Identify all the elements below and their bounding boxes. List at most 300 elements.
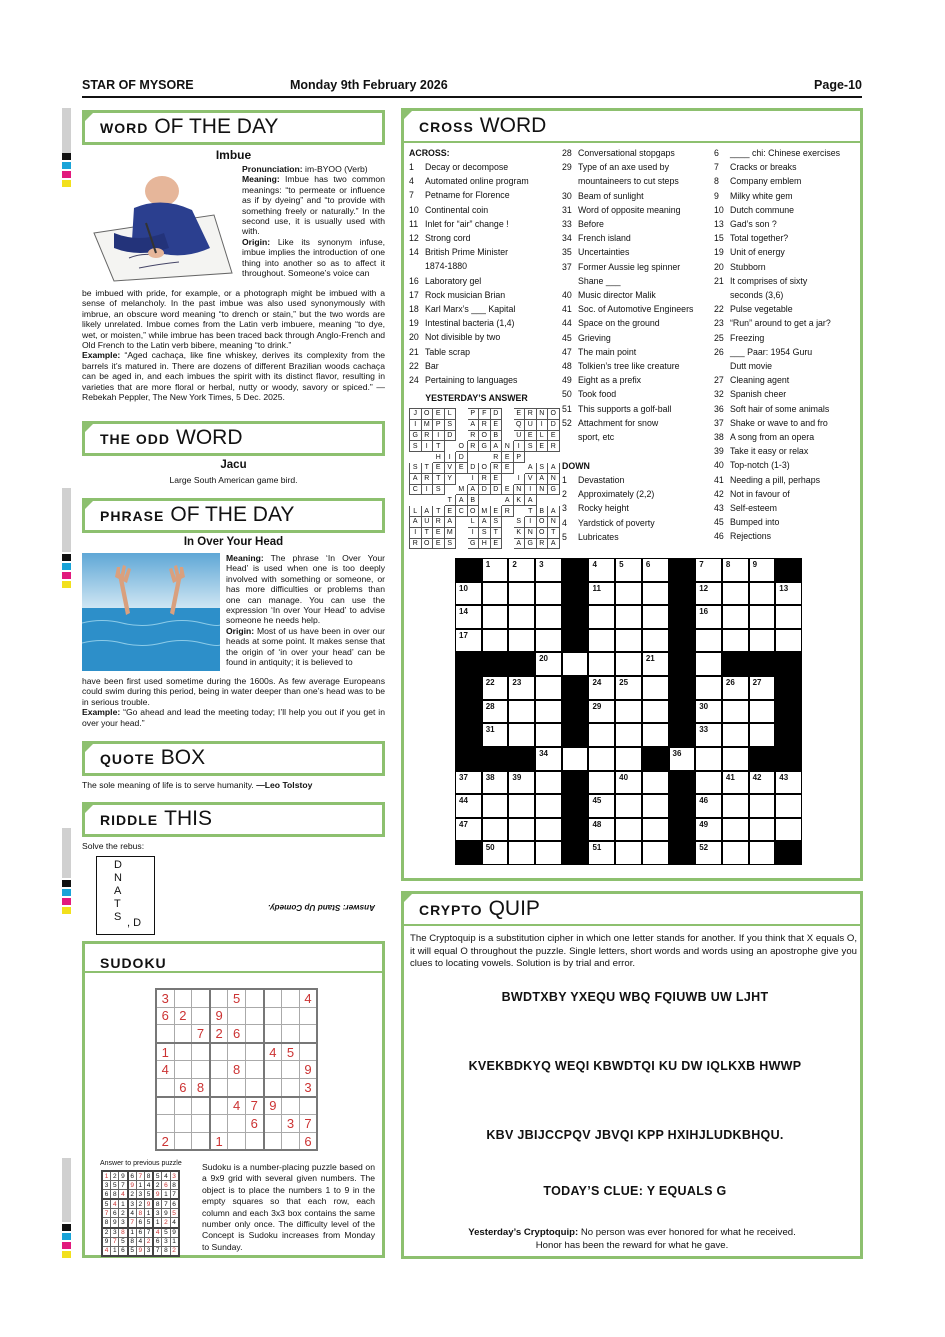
- clue-text: sport, etc: [578, 432, 615, 443]
- sudoku-cell: 3: [299, 1078, 317, 1096]
- crossword-cell[interactable]: [615, 794, 642, 818]
- clue-text: Cleaning agent: [730, 375, 790, 386]
- crossword-cell[interactable]: [642, 582, 669, 606]
- crossword-cell[interactable]: [749, 723, 776, 747]
- sudoku-cell[interactable]: [174, 1097, 192, 1115]
- answer-cell: A: [479, 516, 491, 527]
- crossword-cell[interactable]: [695, 558, 722, 582]
- crossword-cell[interactable]: [588, 747, 615, 771]
- crossword-block: [775, 723, 802, 747]
- crossword-cell[interactable]: [508, 700, 535, 724]
- answer-cell: B: [536, 506, 548, 517]
- crossword-cell[interactable]: [615, 676, 642, 700]
- crossword-cell[interactable]: [695, 629, 722, 653]
- clue-number: 50: [562, 389, 572, 400]
- sudoku-cell[interactable]: [174, 1043, 192, 1061]
- crossword-block: [669, 676, 696, 700]
- answer-cell: M: [421, 419, 433, 430]
- crossword-cell[interactable]: [535, 818, 562, 842]
- crossword-cell[interactable]: [535, 629, 562, 653]
- crossword-cell[interactable]: [535, 558, 562, 582]
- crossword-cell[interactable]: [482, 700, 509, 724]
- crossword-cell[interactable]: [508, 771, 535, 795]
- clue: [714, 146, 840, 160]
- sudoku-cell: 9: [162, 1209, 170, 1218]
- sudoku-cell[interactable]: [192, 1097, 210, 1115]
- clue-number: 20: [539, 654, 548, 664]
- crossword-cell[interactable]: [749, 700, 776, 724]
- answer-cell: N: [525, 527, 537, 538]
- crossword-cell[interactable]: [482, 818, 509, 842]
- section-title: PHRASE OF THE DAY: [100, 503, 295, 526]
- clue-number: 27: [752, 678, 762, 688]
- crossword-cell[interactable]: [588, 629, 615, 653]
- crossword-block: [669, 582, 696, 606]
- sudoku-cell[interactable]: [174, 989, 192, 1007]
- crossword-cell[interactable]: [642, 676, 669, 700]
- answer-cell: U: [513, 430, 525, 441]
- clue-number: 22: [714, 304, 724, 315]
- clue-number: 42: [714, 488, 724, 499]
- crossword-cell[interactable]: [455, 582, 482, 606]
- clue-number: 26: [714, 346, 724, 357]
- answer-cell: R: [433, 516, 445, 527]
- answer-cell: I: [410, 527, 422, 538]
- crossword-cell[interactable]: [615, 723, 642, 747]
- clue-text: Not divisible by two: [425, 332, 501, 343]
- sudoku-cell[interactable]: [156, 1115, 174, 1133]
- crossword-cell[interactable]: [615, 700, 642, 724]
- sudoku-cell[interactable]: [228, 1078, 246, 1096]
- crossword-cell[interactable]: [695, 818, 722, 842]
- crossword-cell[interactable]: [722, 558, 749, 582]
- crossword-cell[interactable]: [749, 558, 776, 582]
- crossword-cell[interactable]: [588, 700, 615, 724]
- crossword-cell[interactable]: [615, 629, 642, 653]
- section-title: CRYPTO QUIP: [419, 897, 540, 920]
- crossword-cell[interactable]: [615, 605, 642, 629]
- crossword-cell[interactable]: [722, 629, 749, 653]
- crossword-cell[interactable]: [695, 676, 722, 700]
- answer-cell: E: [433, 462, 445, 473]
- crossword-cell[interactable]: [749, 771, 776, 795]
- clue: [562, 416, 693, 430]
- answer-cell: A: [467, 419, 479, 430]
- sudoku-cell[interactable]: [228, 1132, 246, 1150]
- crossword-cell[interactable]: [695, 841, 722, 865]
- crossword-cell[interactable]: [535, 794, 562, 818]
- clue: [562, 359, 693, 373]
- sudoku-cell[interactable]: [174, 1025, 192, 1043]
- answer-cell: O: [479, 430, 491, 441]
- crossword-cell[interactable]: [535, 676, 562, 700]
- answer-cell: J: [410, 409, 422, 420]
- crossword-cell[interactable]: [642, 794, 669, 818]
- crossword-cell[interactable]: [695, 700, 722, 724]
- crossword-block: [562, 818, 589, 842]
- crossword-cell[interactable]: [508, 605, 535, 629]
- sudoku-cell[interactable]: [299, 1097, 317, 1115]
- clue-number: 27: [714, 375, 724, 386]
- sudoku-cell[interactable]: [228, 1115, 246, 1133]
- sudoku-cell: 7: [119, 1181, 128, 1190]
- sudoku-cell[interactable]: [264, 989, 282, 1007]
- clue-number: 29: [592, 701, 602, 711]
- word-of-day-text-bottom: be imbued with pride, for example, or a photograph might be imbued with a sense of melancholy. In the past imbue was also used synonymously with imbrue, an obscure word meaning “to drench or stain,” but the two words are likely unrelated. Imbue comes from the Latin verb imbuere, meaning “to dye, wet, or moisten,” while imbrue has been traced back through Anglo-French and Old French to the Latin verb bibere, meaning “to drink.” Example: “Aged cachaça, like fine whiskey, derives its complexity from the barrels it’s matured in. There are dozens of different Brazilian woods cachaça can be aged in, and each imbues the spirit with its distinct flavor, resulting in varieties that are more floral or herbal, nutty or woody, savory or spiced.” —Rebekah Peppler, The New York Times, 5 Dec. 2025.: [82, 288, 385, 403]
- answer-cell: G: [548, 484, 560, 495]
- crossword-cell[interactable]: [508, 818, 535, 842]
- sudoku-cell: 7: [245, 1097, 263, 1115]
- crossword-cell[interactable]: [642, 558, 669, 582]
- crossword-cell[interactable]: [508, 676, 535, 700]
- crossword-cell[interactable]: [669, 747, 696, 771]
- sudoku-cell: 8: [162, 1246, 170, 1256]
- crossword-cell[interactable]: [535, 771, 562, 795]
- answer-cell: I: [525, 516, 537, 527]
- crossword-cell[interactable]: [482, 605, 509, 629]
- clue: [409, 203, 529, 217]
- crossword-cell[interactable]: [722, 747, 749, 771]
- crossword-cell[interactable]: [615, 747, 642, 771]
- clue-text: Self-esteem: [730, 503, 777, 514]
- sudoku-cell: 9: [153, 1190, 162, 1200]
- sudoku-cell[interactable]: [282, 1007, 300, 1025]
- sudoku-cell: 4: [136, 1237, 144, 1246]
- clue: [562, 174, 693, 188]
- sudoku-cell[interactable]: [299, 1007, 317, 1025]
- crossword-cell[interactable]: [455, 818, 482, 842]
- answer-cell: R: [479, 473, 491, 484]
- clue-number: 24: [592, 678, 602, 688]
- crossword-cell[interactable]: [588, 794, 615, 818]
- clue-number: 20: [714, 261, 724, 272]
- crossword-cell[interactable]: [455, 605, 482, 629]
- clue: [409, 288, 529, 302]
- across-label: ACROSS:: [409, 148, 450, 158]
- rebus-letter: , D: [127, 917, 142, 929]
- sudoku-cell[interactable]: [174, 1132, 192, 1150]
- sudoku-cell[interactable]: [192, 989, 210, 1007]
- crossword-cell[interactable]: [642, 629, 669, 653]
- crossword-cell[interactable]: [615, 818, 642, 842]
- sudoku-cell[interactable]: [210, 989, 228, 1007]
- crossword-cell[interactable]: [562, 652, 589, 676]
- sudoku-cell[interactable]: [228, 1007, 246, 1025]
- crossword-cell[interactable]: [615, 558, 642, 582]
- clue-text: British Prime Minister: [425, 247, 509, 258]
- clue-text: Shake or wave to and fro: [730, 417, 828, 428]
- answer-cell: S: [479, 527, 491, 538]
- sudoku-cell[interactable]: [210, 1078, 228, 1096]
- crossword-cell[interactable]: [749, 605, 776, 629]
- clue: [409, 302, 529, 316]
- answer-cell: U: [525, 419, 537, 430]
- sudoku-cell[interactable]: [156, 1097, 174, 1115]
- crossword-cell[interactable]: [615, 582, 642, 606]
- crossword-cell[interactable]: [588, 818, 615, 842]
- crossword-cell[interactable]: [588, 841, 615, 865]
- crossword-cell[interactable]: [455, 629, 482, 653]
- divider: [404, 141, 860, 143]
- clue: [409, 345, 529, 359]
- clue-text: This supports a golf-ball: [578, 403, 672, 414]
- crossword-cell[interactable]: [695, 794, 722, 818]
- crossword-cell[interactable]: [775, 582, 802, 606]
- crossword-cell[interactable]: [722, 794, 749, 818]
- crossword-grid: [455, 558, 802, 865]
- crossword-cell[interactable]: [749, 629, 776, 653]
- crossword-cell[interactable]: [642, 605, 669, 629]
- clue-number: 3: [539, 560, 544, 569]
- crossword-cell[interactable]: [722, 582, 749, 606]
- sudoku-cell[interactable]: [282, 1097, 300, 1115]
- sudoku-cell[interactable]: [192, 1132, 210, 1150]
- crossword-cell[interactable]: [642, 652, 669, 676]
- sudoku-cell[interactable]: [228, 1043, 246, 1061]
- crossword-cell[interactable]: [695, 605, 722, 629]
- crossword-cell[interactable]: [695, 652, 722, 676]
- crossword-block: [562, 771, 589, 795]
- crossword-cell[interactable]: [482, 582, 509, 606]
- sudoku-cell[interactable]: [156, 1025, 174, 1043]
- sudoku-cell[interactable]: [174, 1061, 192, 1079]
- crossword-cell[interactable]: [775, 629, 802, 653]
- clue: [562, 160, 693, 174]
- answer-cell: E: [433, 538, 445, 549]
- sudoku-cell[interactable]: [282, 1132, 300, 1150]
- answer-cell: E: [456, 462, 468, 473]
- answer-cell: [444, 441, 456, 452]
- sudoku-cell[interactable]: [264, 1025, 282, 1043]
- page-number: Page-10: [814, 78, 862, 92]
- crossword-cell[interactable]: [588, 723, 615, 747]
- sudoku-cell[interactable]: [282, 1078, 300, 1096]
- answer-cell: A: [444, 516, 456, 527]
- clue-text: Uncertainties: [578, 247, 630, 258]
- sudoku-cell: 4: [102, 1246, 111, 1256]
- sudoku-cell[interactable]: [192, 1061, 210, 1079]
- sudoku-cell: 5: [128, 1246, 137, 1256]
- crossword-cell[interactable]: [508, 794, 535, 818]
- sudoku-cell[interactable]: [264, 1132, 282, 1150]
- clue: [409, 160, 529, 174]
- crossword-cell[interactable]: [508, 841, 535, 865]
- sudoku-cell[interactable]: [264, 1115, 282, 1133]
- crossword-cell[interactable]: [642, 841, 669, 865]
- answer-cell: C: [456, 506, 468, 517]
- crossword-cell[interactable]: [749, 582, 776, 606]
- sudoku-cell[interactable]: [299, 1025, 317, 1043]
- sudoku-cell[interactable]: [264, 1007, 282, 1025]
- crossword-cell[interactable]: [722, 818, 749, 842]
- answer-cell: [444, 484, 456, 495]
- crossword-cell[interactable]: [722, 723, 749, 747]
- crossword-cell[interactable]: [588, 652, 615, 676]
- crossword-cell[interactable]: [508, 582, 535, 606]
- crossword-cell[interactable]: [535, 841, 562, 865]
- crossword-cell[interactable]: [508, 723, 535, 747]
- sudoku-cell[interactable]: [192, 1115, 210, 1133]
- sudoku-cell: 3: [153, 1209, 162, 1218]
- sudoku-cell: 1: [102, 1171, 111, 1181]
- crossword-cell[interactable]: [482, 771, 509, 795]
- crossword-cell[interactable]: [749, 818, 776, 842]
- clue: [409, 217, 529, 231]
- sudoku-cell: 4: [228, 1097, 246, 1115]
- sudoku-cell: 1: [210, 1132, 228, 1150]
- clue-number: 1: [485, 560, 491, 569]
- crossword-cell[interactable]: [508, 558, 535, 582]
- crossword-cell[interactable]: [775, 605, 802, 629]
- crossword-cell[interactable]: [535, 700, 562, 724]
- sudoku-cell[interactable]: [210, 1061, 228, 1079]
- sudoku-cell[interactable]: [282, 989, 300, 1007]
- clue-number: 21: [409, 346, 419, 357]
- sudoku-cell[interactable]: [245, 1007, 263, 1025]
- rebus-letter: S: [114, 911, 122, 923]
- crossword-cell[interactable]: [642, 723, 669, 747]
- crossword-cell[interactable]: [588, 676, 615, 700]
- crossword-cell[interactable]: [482, 629, 509, 653]
- crossword-cell[interactable]: [695, 747, 722, 771]
- answer-cell: [456, 473, 468, 484]
- crossword-cell[interactable]: [615, 652, 642, 676]
- clue-text: Lubricates: [578, 531, 619, 542]
- sudoku-cell[interactable]: [210, 1115, 228, 1133]
- sudoku-cell[interactable]: [210, 1097, 228, 1115]
- sudoku-cell[interactable]: [192, 1007, 210, 1025]
- sudoku-cell: 1: [156, 1043, 174, 1061]
- answer-cell: S: [525, 441, 537, 452]
- crossword-block: [455, 700, 482, 724]
- clue: [409, 316, 529, 330]
- crossword-cell[interactable]: [642, 818, 669, 842]
- sudoku-cell[interactable]: [210, 1043, 228, 1061]
- crossword-cell[interactable]: [535, 747, 562, 771]
- sudoku-cell[interactable]: [264, 1078, 282, 1096]
- sudoku-cell: 6: [136, 1228, 144, 1238]
- rebus-letter: N: [114, 872, 122, 884]
- sudoku-cell[interactable]: [264, 1061, 282, 1079]
- answer-cell: D: [456, 452, 468, 463]
- sudoku-cell[interactable]: [156, 1078, 174, 1096]
- answer-cell: S: [444, 419, 456, 430]
- answer-cell: G: [525, 538, 537, 549]
- clue-number: 12: [409, 233, 419, 244]
- clue-number: 12: [699, 583, 709, 593]
- crossword-cell[interactable]: [749, 841, 776, 865]
- phrase-text-bottom: have been first used sometime during the 1600s. As few average Europeans could swim during this period, being in water deeper than one’s head was to be in serious trouble. Example: “Go ahead and lead the meeting today; I’ll help you out if you get in over your head.”: [82, 676, 385, 728]
- crossword-cell[interactable]: [695, 771, 722, 795]
- crossword-block: [508, 747, 535, 771]
- crossword-cell[interactable]: [482, 676, 509, 700]
- crossword-cell[interactable]: [775, 818, 802, 842]
- answer-cell: S: [444, 538, 456, 549]
- clue-text: Dutch commune: [730, 204, 795, 215]
- swatch-yellow: [62, 180, 71, 187]
- sudoku-cell[interactable]: [245, 1043, 263, 1061]
- crossword-cell[interactable]: [615, 771, 642, 795]
- sudoku-cell: 7: [102, 1209, 111, 1218]
- answer-cell: T: [421, 527, 433, 538]
- crossword-cell[interactable]: [642, 771, 669, 795]
- crossword-cell[interactable]: [588, 558, 615, 582]
- crossword-cell[interactable]: [535, 605, 562, 629]
- crossword-cell[interactable]: [722, 841, 749, 865]
- swatch-yellow: [62, 581, 71, 588]
- sudoku-cell[interactable]: [282, 1061, 300, 1079]
- crossword-cell[interactable]: [775, 771, 802, 795]
- crossword-cell[interactable]: [722, 605, 749, 629]
- clue: [714, 160, 840, 174]
- crossword-cell[interactable]: [482, 723, 509, 747]
- clue-number: 31: [562, 204, 572, 215]
- crossword-cell[interactable]: [695, 723, 722, 747]
- clue: [409, 259, 529, 273]
- sudoku-cell[interactable]: [245, 1078, 263, 1096]
- sudoku-cell[interactable]: [245, 1061, 263, 1079]
- crossword-cell[interactable]: [588, 582, 615, 606]
- sudoku-cell: 7: [153, 1246, 162, 1256]
- section-title: CROSS WORD: [419, 114, 547, 137]
- sudoku-cell: 5: [282, 1043, 300, 1061]
- crossword-cell[interactable]: [455, 771, 482, 795]
- sudoku-cell[interactable]: [245, 1132, 263, 1150]
- sudoku-cell: 3: [282, 1115, 300, 1133]
- crossword-cell[interactable]: [695, 582, 722, 606]
- sudoku-cell: 3: [170, 1171, 179, 1181]
- sudoku-cell: 6: [156, 1007, 174, 1025]
- crossword-cell[interactable]: [588, 771, 615, 795]
- sudoku-cell[interactable]: [299, 1043, 317, 1061]
- section-title: QUOTE BOX: [100, 746, 206, 769]
- crossword-cell[interactable]: [722, 676, 749, 700]
- crossword-cell[interactable]: [535, 582, 562, 606]
- clue-text: Take it easy or relax: [730, 446, 809, 457]
- answer-cell: L: [467, 516, 479, 527]
- sudoku-cell[interactable]: [192, 1043, 210, 1061]
- crossword-cell[interactable]: [722, 771, 749, 795]
- answer-cell: E: [513, 409, 525, 420]
- crossword-cell[interactable]: [749, 676, 776, 700]
- sudoku-cell[interactable]: [282, 1025, 300, 1043]
- sudoku-cell[interactable]: [245, 989, 263, 1007]
- clue-number: 25: [714, 332, 724, 343]
- crossword-cell[interactable]: [482, 794, 509, 818]
- crossword-cell[interactable]: [775, 794, 802, 818]
- crossword-cell[interactable]: [615, 841, 642, 865]
- crossword-cell[interactable]: [535, 723, 562, 747]
- crossword-cell[interactable]: [508, 629, 535, 653]
- crossword-cell[interactable]: [455, 794, 482, 818]
- crossword-block: [669, 605, 696, 629]
- crossword-cell[interactable]: [535, 652, 562, 676]
- crossword-cell[interactable]: [562, 747, 589, 771]
- crossword-cell[interactable]: [588, 605, 615, 629]
- crossword-cell[interactable]: [482, 558, 509, 582]
- answer-cell: S: [410, 441, 422, 452]
- crossword-cell[interactable]: [722, 700, 749, 724]
- sudoku-cell: 9: [210, 1007, 228, 1025]
- sudoku-cell[interactable]: [174, 1115, 192, 1133]
- sudoku-cell: 3: [162, 1237, 170, 1246]
- crossword-cell[interactable]: [642, 700, 669, 724]
- sudoku-cell: 8: [102, 1218, 111, 1228]
- sudoku-cell[interactable]: [245, 1025, 263, 1043]
- crossword-cell[interactable]: [749, 794, 776, 818]
- crossword-cell[interactable]: [482, 841, 509, 865]
- clue-number: 37: [459, 772, 468, 782]
